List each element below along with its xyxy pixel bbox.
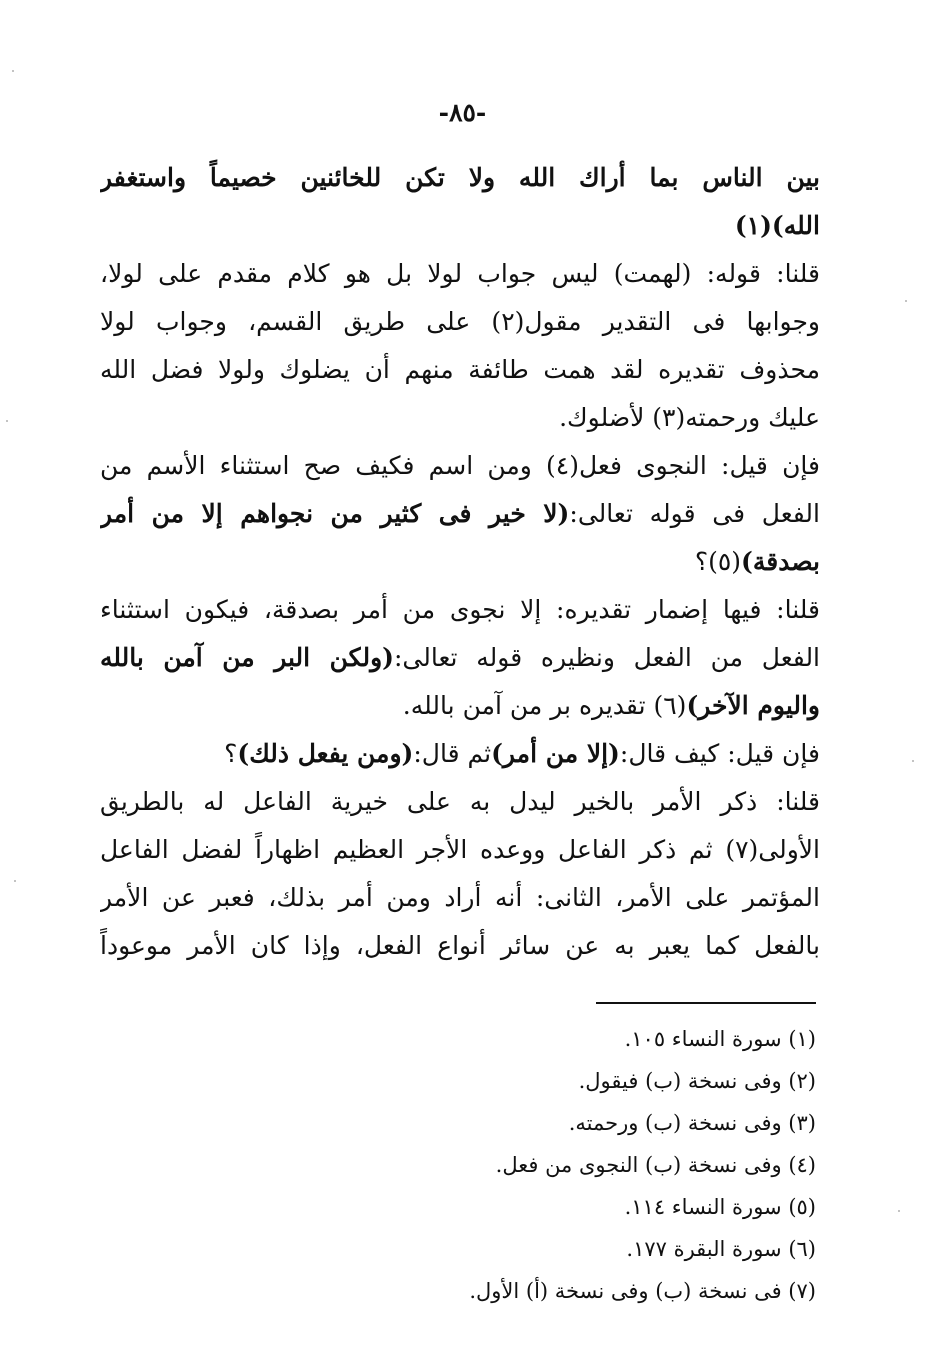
- quran-quote-wa-man-yafal: (ومن يفعل ذلك): [237, 739, 414, 768]
- text-line-12: [100, 682, 820, 730]
- scan-speck: [6, 420, 8, 422]
- footnote-ref-5: (٥)؟: [694, 547, 742, 576]
- footnotes: [300, 1018, 816, 1312]
- scan-speck: [912, 760, 914, 762]
- text-line-16: المؤتمر على الأمر، الثانى: أنه أراد ومن أمر بذلك، فعبر عن الأمر: [100, 883, 820, 912]
- text-line-8: [100, 490, 820, 538]
- text-line-5: محذوف تقديره لقد همت طائفة منهم أن يضلوك ولولا فضل الله: [100, 355, 820, 384]
- text-line-12-plain: (٦) تقديره بر من آمن بالله.: [402, 691, 687, 720]
- footnote-5: (٥) سورة النساء ١١٤.: [624, 1195, 816, 1219]
- footnote-3: (٣) وفى نسخة (ب) ورحمته.: [568, 1111, 816, 1135]
- quran-quote-baqara-177: (ولكن البر من آمن بالله: [100, 643, 394, 672]
- footnote-divider: [596, 1002, 816, 1004]
- text-line-8-plain: الفعل فى قوله تعالى:: [569, 499, 820, 528]
- quran-quote-illa-man-amara: (إلا من أمر): [491, 739, 620, 768]
- text-line-13-plain-a: فإن قيل: كيف قال:: [619, 739, 820, 768]
- quran-quote-nisa-114-end: بصدقة): [741, 547, 820, 576]
- text-line-6: عليك ورحمته(٣) لأضلوك.: [559, 403, 820, 432]
- text-line-4: وجوابها فى التقدير مقول(٢) على طريق القسم، وجواب لولا: [100, 307, 820, 336]
- scan-speck: [14, 880, 16, 882]
- text-line-10: قلنا: فيها إضمار تقديره: إلا نجوى من أمر بصدقة، فيكون استثناء: [100, 595, 820, 624]
- quran-quote-nisa-114: (لا خير فى كثير من نجواهم إلا من أمر: [100, 499, 570, 528]
- text-line-7: فإن قيل: النجوى فعل(٤) ومن اسم فكيف صح استثناء الأسم من: [100, 451, 820, 480]
- text-line-1: بين الناس بما أراك الله ولا تكن للخائنين خصيماً واستغفر: [100, 163, 820, 192]
- quran-quote-baqara-177-end: واليوم الآخر): [686, 691, 820, 720]
- scan-speck: [898, 1210, 900, 1212]
- text-line-13-plain-b: ثم قال:: [413, 739, 492, 768]
- question-mark: ؟: [224, 739, 238, 768]
- scan-speck: [905, 300, 907, 302]
- text-line-13: [100, 730, 820, 778]
- page-number: -٨٥-: [438, 98, 487, 127]
- footnote-6: (٦) سورة البقرة ١٧٧.: [626, 1237, 816, 1261]
- main-text: [100, 154, 820, 970]
- footnote-1: (١) سورة النساء ١٠٥.: [624, 1027, 816, 1051]
- text-line-9: [100, 538, 820, 586]
- text-line-11: [100, 634, 820, 682]
- footnote-7: (٧) فى نسخة (ب) وفى نسخة (أ) الأول.: [469, 1279, 816, 1303]
- scan-speck: [12, 70, 14, 72]
- footnote-4: (٤) وفى نسخة (ب) النجوى من فعل.: [495, 1153, 816, 1177]
- text-line-3: قلنا: قوله: (لهمت) ليس جواب لولا بل هو كلام مقدم على لولا،: [100, 259, 820, 288]
- text-line-11-plain: الفعل من الفعل ونظيره قوله تعالى:: [394, 643, 820, 672]
- text-line-14: قلنا: ذكر الأمر بالخير ليدل به على خيرية الفاعل له بالطريق: [100, 787, 820, 816]
- text-line-17: بالفعل كما يعبر به عن سائر أنواع الفعل، وإذا كان الأمر موعوداً: [100, 931, 820, 960]
- text-line-15: الأولى(٧) ثم ذكر الفاعل ووعده الأجر العظيم اظهاراً لفضل الفاعل: [100, 835, 820, 864]
- text-line-2: الله)(١): [734, 211, 820, 240]
- footnote-2: (٢) وفى نسخة (ب) فيقول.: [578, 1069, 816, 1093]
